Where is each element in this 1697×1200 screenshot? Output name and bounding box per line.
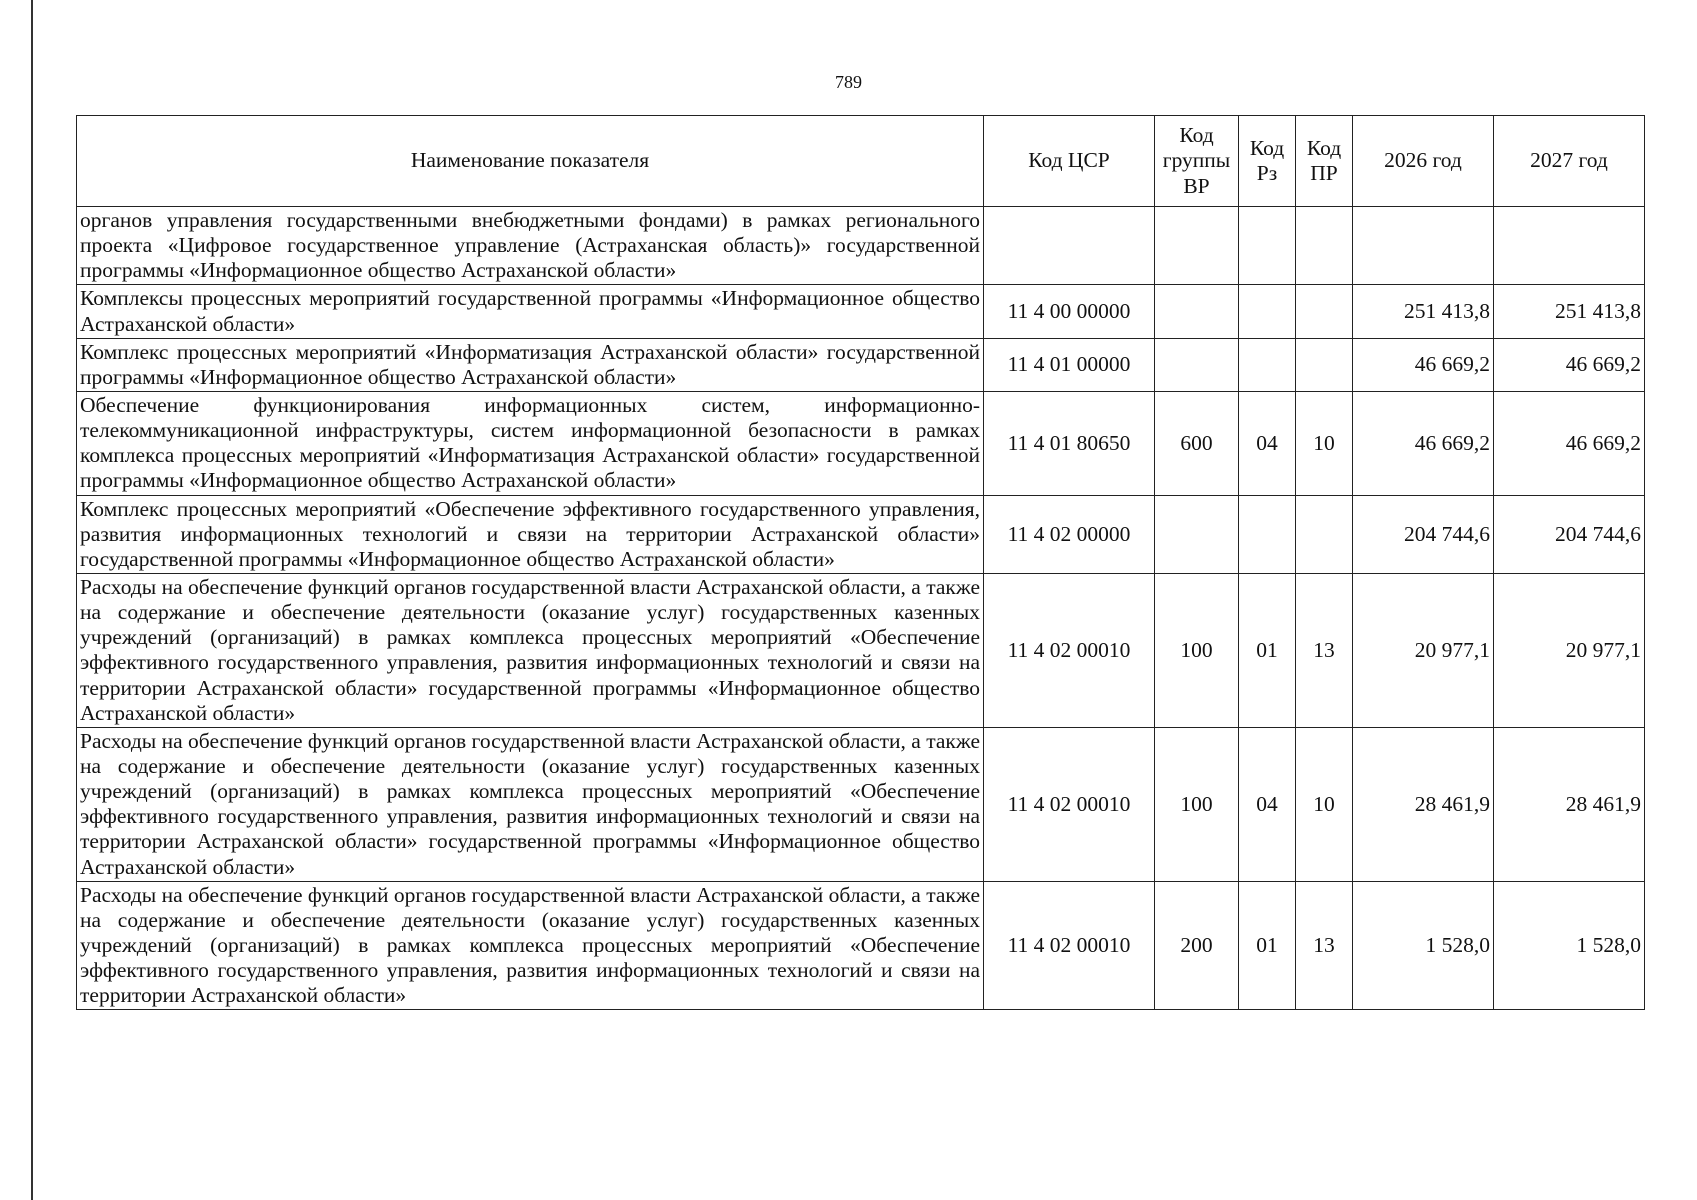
- row-name: Расходы на обеспечение функций органов государственной власти Астраханской области, а также на содержание и обеспечение деятельности (оказание услуг) государственных казенных учреждений (организаций) в рамках комплекса процессных мероприятий «Обеспечение эффективного государственного управления, развития информационных технологий и связи на территории Астраханской области» государственной программы «Информационное общество Астраханской области»: [77, 727, 984, 881]
- row-2026: 46 669,2: [1353, 338, 1494, 391]
- row-vr: 200: [1155, 881, 1239, 1010]
- row-csr: 11 4 01 80650: [984, 391, 1155, 495]
- row-rz: 01: [1239, 573, 1296, 727]
- row-name: Расходы на обеспечение функций органов государственной власти Астраханской области, а также на содержание и обеспечение деятельности (оказание услуг) государственных казенных учреждений (организаций) в рамках комплекса процессных мероприятий «Обеспечение эффективного государственного управления, развития информационных технологий и связи на территории Астраханской области»: [77, 881, 984, 1010]
- row-2027: 204 744,6: [1494, 495, 1645, 573]
- row-2027: 1 528,0: [1494, 881, 1645, 1010]
- table-row: [77, 727, 1645, 881]
- table-row: [77, 285, 1645, 338]
- row-pr: [1296, 207, 1353, 285]
- row-pr: 13: [1296, 573, 1353, 727]
- row-name: Расходы на обеспечение функций органов государственной власти Астраханской области, а также на содержание и обеспечение деятельности (оказание услуг) государственных казенных учреждений (организаций) в рамках комплекса процессных мероприятий «Обеспечение эффективного государственного управления, развития информационных технологий и связи на территории Астраханской области» государственной программы «Информационное общество Астраханской области»: [77, 573, 984, 727]
- table-row: [77, 881, 1645, 1010]
- row-vr: [1155, 495, 1239, 573]
- row-name: Обеспечение функционирования информационных систем, информационно-телекоммуникационной инфраструктуры, систем информационной безопасности в рамках комплекса процессных мероприятий «Информатизация Астраханской области» государственной программы «Информационное общество Астраханской области»: [77, 391, 984, 495]
- row-csr: 11 4 02 00010: [984, 727, 1155, 881]
- row-rz: [1239, 338, 1296, 391]
- row-pr: [1296, 338, 1353, 391]
- row-pr: [1296, 285, 1353, 338]
- row-rz: 01: [1239, 881, 1296, 1010]
- table-row: [77, 573, 1645, 727]
- header-csr: Код ЦСР: [984, 116, 1155, 207]
- header-2027: 2027 год: [1494, 116, 1645, 207]
- header-name: Наименование показателя: [77, 116, 984, 207]
- row-2026: [1353, 207, 1494, 285]
- row-pr: 13: [1296, 881, 1353, 1010]
- row-2027: 28 461,9: [1494, 727, 1645, 881]
- row-2027: 20 977,1: [1494, 573, 1645, 727]
- row-2026: 204 744,6: [1353, 495, 1494, 573]
- table-row: [77, 207, 1645, 285]
- row-pr: 10: [1296, 727, 1353, 881]
- row-2026: 28 461,9: [1353, 727, 1494, 881]
- table-row: [77, 391, 1645, 495]
- row-name: органов управления государственными внебюджетными фондами) в рамках регионального проекта «Цифровое государственное управление (Астраханская область)» государственной программы «Информационное общество Астраханской области»: [77, 207, 984, 285]
- row-2026: 20 977,1: [1353, 573, 1494, 727]
- row-vr: [1155, 338, 1239, 391]
- row-pr: 10: [1296, 391, 1353, 495]
- row-2027: [1494, 207, 1645, 285]
- table-row: [77, 495, 1645, 573]
- table-row: [77, 338, 1645, 391]
- row-csr: [984, 207, 1155, 285]
- header-pr: Код ПР: [1296, 116, 1353, 207]
- header-2026: 2026 год: [1353, 116, 1494, 207]
- table-header-row: [77, 116, 1645, 207]
- row-name: Комплекс процессных мероприятий «Информатизация Астраханской области» государственной программы «Информационное общество Астраханской области»: [77, 338, 984, 391]
- row-csr: 11 4 02 00000: [984, 495, 1155, 573]
- row-name: Комплекс процессных мероприятий «Обеспечение эффективного государственного управления, развития информационных технологий и связи на территории Астраханской области» государственной программы «Информационное общество Астраханской области»: [77, 495, 984, 573]
- page-number: 789: [835, 72, 862, 92]
- row-vr: 100: [1155, 727, 1239, 881]
- row-rz: [1239, 207, 1296, 285]
- row-rz: [1239, 495, 1296, 573]
- row-csr: 11 4 02 00010: [984, 573, 1155, 727]
- row-2026: 1 528,0: [1353, 881, 1494, 1010]
- row-vr: [1155, 285, 1239, 338]
- row-2026: 46 669,2: [1353, 391, 1494, 495]
- binding-margin-line: [31, 0, 33, 1200]
- row-name: Комплексы процессных мероприятий государственной программы «Информационное общество Астраханской области»: [77, 285, 984, 338]
- row-rz: 04: [1239, 727, 1296, 881]
- row-vr: 100: [1155, 573, 1239, 727]
- row-vr: [1155, 207, 1239, 285]
- row-csr: 11 4 00 00000: [984, 285, 1155, 338]
- row-csr: 11 4 02 00010: [984, 881, 1155, 1010]
- header-rz: Код Рз: [1239, 116, 1296, 207]
- row-2027: 46 669,2: [1494, 391, 1645, 495]
- row-rz: 04: [1239, 391, 1296, 495]
- row-pr: [1296, 495, 1353, 573]
- row-csr: 11 4 01 00000: [984, 338, 1155, 391]
- row-rz: [1239, 285, 1296, 338]
- row-2027: 46 669,2: [1494, 338, 1645, 391]
- row-vr: 600: [1155, 391, 1239, 495]
- budget-table: [76, 115, 1645, 1010]
- row-2027: 251 413,8: [1494, 285, 1645, 338]
- header-vr: Код группы ВР: [1155, 116, 1239, 207]
- row-2026: 251 413,8: [1353, 285, 1494, 338]
